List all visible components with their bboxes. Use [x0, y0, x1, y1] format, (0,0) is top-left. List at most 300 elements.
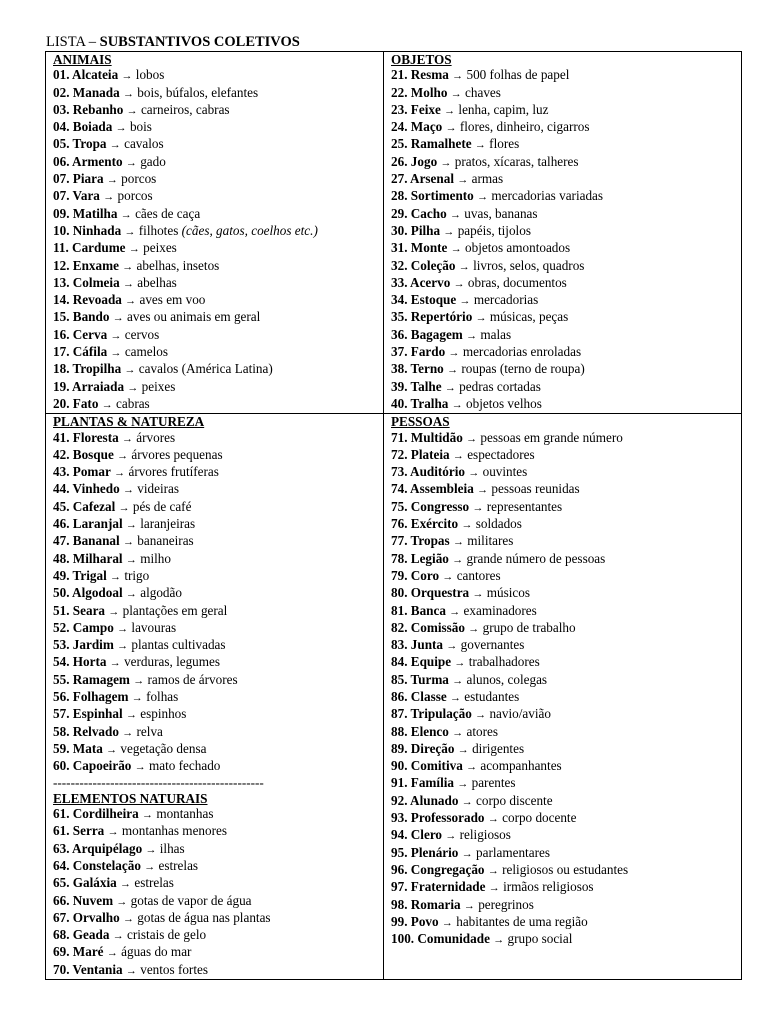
item-term: 26. Jogo	[391, 153, 438, 169]
item-term: 17. Cáfila	[53, 344, 108, 360]
list-item	[391, 741, 735, 758]
arrow-right-icon: →	[125, 295, 137, 308]
item-term: 84. Equipe	[391, 654, 452, 670]
arrow-right-icon: →	[477, 191, 489, 204]
item-term: 75. Congresso	[391, 498, 470, 514]
item-term: 06. Armento	[53, 153, 123, 169]
list-item	[53, 706, 377, 723]
item-term: 32. Coleção	[391, 257, 456, 273]
item-term: 36. Bagagem	[391, 326, 463, 342]
arrow-right-icon: →	[461, 795, 473, 808]
item-term: 05. Tropa	[53, 136, 107, 152]
section-divider: ------------------------------------------------	[53, 775, 264, 791]
arrow-right-icon: →	[466, 329, 478, 342]
arrow-right-icon: →	[125, 709, 137, 722]
arrow-right-icon: →	[452, 726, 464, 739]
section-heading-animais: ANIMAIS	[53, 52, 112, 67]
arrow-right-icon: →	[115, 122, 127, 135]
list-item	[391, 171, 735, 188]
list-item	[391, 136, 735, 153]
title-main: SUBSTANTIVOS COLETIVOS	[99, 34, 300, 50]
arrow-right-icon: →	[466, 432, 478, 445]
item-definition: verduras, legumes	[124, 654, 221, 670]
list-elementos	[53, 806, 377, 979]
arrow-right-icon: →	[112, 312, 124, 325]
item-term: 90. Comitiva	[391, 758, 463, 774]
list-item	[391, 585, 735, 602]
list-item	[53, 154, 377, 171]
list-item	[53, 568, 377, 585]
list-item	[53, 910, 377, 927]
item-definition: ramos de árvores	[147, 671, 238, 687]
list-item	[391, 275, 735, 292]
item-definition: espectadores	[467, 446, 535, 462]
arrow-right-icon: →	[457, 743, 469, 756]
item-definition: bois	[129, 119, 152, 135]
item-term: 88. Elenco	[391, 723, 449, 739]
item-term: 93. Professorado	[391, 810, 485, 826]
item-term: 98. Romaria	[391, 896, 461, 912]
arrow-right-icon: →	[475, 312, 487, 325]
item-term: 49. Trigal	[53, 567, 107, 583]
item-term: 20. Fato	[53, 395, 99, 411]
item-definition: governantes	[460, 637, 525, 653]
cell-objetos	[384, 52, 742, 414]
item-term: 33. Acervo	[391, 274, 451, 290]
item-definition: corpo discente	[476, 792, 553, 808]
arrow-right-icon: →	[125, 964, 137, 977]
item-term: 64. Constelação	[53, 857, 141, 873]
item-term: 100. Comunidade	[391, 931, 490, 947]
item-term: 35. Repertório	[391, 309, 473, 325]
item-definition: pessoas em grande número	[480, 429, 623, 445]
arrow-right-icon: →	[449, 691, 461, 704]
list-item	[391, 827, 735, 844]
item-definition: músicas, peças	[489, 309, 569, 325]
arrow-right-icon: →	[106, 743, 118, 756]
item-term: 46. Laranjal	[53, 516, 123, 532]
item-term: 96. Congregação	[391, 861, 485, 877]
arrow-right-icon: →	[121, 432, 133, 445]
list-item	[53, 944, 377, 961]
arrow-right-icon: →	[440, 156, 452, 169]
table-row	[46, 52, 742, 414]
item-definition: plantações em geral	[122, 602, 228, 618]
item-definition: camelos	[124, 344, 169, 360]
item-term: 47. Bananal	[53, 533, 120, 549]
item-definition: gotas de vapor de água	[130, 892, 252, 908]
arrow-right-icon: →	[122, 912, 134, 925]
arrow-right-icon: →	[121, 70, 133, 83]
item-term: 79. Coro	[391, 567, 440, 583]
section-heading-plantas: PLANTAS & NATUREZA	[53, 414, 205, 430]
item-definition: plantas cultivadas	[131, 637, 226, 653]
item-term: 31. Monte	[391, 240, 448, 256]
item-term: 12. Enxame	[53, 257, 119, 273]
list-item	[391, 654, 735, 671]
list-item	[391, 223, 735, 240]
item-term: 13. Colmeia	[53, 274, 120, 290]
arrow-right-icon: →	[120, 878, 132, 891]
item-term: 71. Multidão	[391, 429, 463, 445]
item-term: 48. Milharal	[53, 550, 123, 566]
arrow-right-icon: →	[103, 191, 115, 204]
item-term: 86. Classe	[391, 688, 447, 704]
arrow-right-icon: →	[110, 329, 122, 342]
list-item	[391, 102, 735, 119]
list-item	[391, 845, 735, 862]
item-definition: cabras	[116, 395, 150, 411]
item-definition: gotas de água nas plantas	[137, 909, 271, 925]
list-item	[53, 672, 377, 689]
item-term: 40. Tralha	[391, 395, 449, 411]
list-item	[391, 551, 735, 568]
item-definition: pessoas reunidas	[491, 481, 580, 497]
item-definition: malas	[480, 326, 512, 342]
item-definition: porcos	[117, 188, 153, 204]
list-item	[53, 361, 377, 378]
arrow-right-icon: →	[447, 364, 459, 377]
list-item	[53, 136, 377, 153]
arrow-right-icon: →	[468, 467, 480, 480]
item-definition: pratos, xícaras, talheres	[454, 153, 579, 169]
item-term: 99. Povo	[391, 913, 439, 929]
arrow-right-icon: →	[117, 640, 129, 653]
arrow-right-icon: →	[134, 761, 146, 774]
item-term: 72. Plateia	[391, 446, 450, 462]
list-item	[53, 171, 377, 188]
list-item	[391, 931, 735, 948]
arrow-right-icon: →	[449, 605, 461, 618]
arrow-right-icon: →	[453, 277, 465, 290]
item-term: 38. Terno	[391, 361, 444, 377]
arrow-right-icon: →	[451, 398, 463, 411]
arrow-right-icon: →	[452, 536, 464, 549]
list-item	[391, 533, 735, 550]
arrow-right-icon: →	[457, 174, 469, 187]
item-term: 44. Vinhedo	[53, 481, 120, 497]
arrow-right-icon: →	[122, 726, 134, 739]
list-item	[53, 927, 377, 944]
item-term: 55. Ramagem	[53, 671, 130, 687]
arrow-right-icon: →	[142, 809, 154, 822]
item-term: 39. Talhe	[391, 378, 442, 394]
list-item	[391, 897, 735, 914]
item-definition: trigo	[124, 567, 150, 583]
item-term: 97. Fraternidade	[391, 879, 486, 895]
list-item	[391, 672, 735, 689]
arrow-right-icon: →	[461, 519, 473, 532]
item-definition: cavalos (América Latina)	[138, 361, 273, 377]
item-definition: porcos	[121, 171, 157, 187]
list-objetos	[391, 67, 735, 413]
list-item	[53, 806, 377, 823]
item-term: 73. Auditório	[391, 464, 466, 480]
item-definition: flores, dinheiro, cigarros	[459, 119, 590, 135]
item-definition: ventos fortes	[140, 961, 208, 977]
item-definition: montanhas menores	[121, 823, 227, 839]
arrow-right-icon: →	[444, 381, 456, 394]
item-definition: cervos	[124, 326, 160, 342]
list-item	[53, 858, 377, 875]
item-term: 83. Junta	[391, 637, 444, 653]
item-definition: lobos	[135, 67, 165, 83]
list-item	[391, 758, 735, 775]
item-term: 63. Arquipélago	[53, 840, 143, 856]
list-plantas	[53, 430, 377, 776]
arrow-right-icon: →	[124, 364, 136, 377]
arrow-right-icon: →	[446, 640, 458, 653]
list-item	[391, 499, 735, 516]
arrow-right-icon: →	[448, 347, 460, 360]
item-definition: águas do mar	[121, 944, 192, 960]
item-definition: livros, selos, quadros	[473, 257, 585, 273]
list-item	[53, 875, 377, 892]
item-definition: objetos velhos	[466, 395, 542, 411]
arrow-right-icon: →	[125, 553, 137, 566]
arrow-right-icon: →	[106, 174, 118, 187]
arrow-right-icon: →	[128, 243, 140, 256]
item-term: 02. Manada	[53, 84, 120, 100]
item-definition: militares	[467, 533, 514, 549]
list-item	[391, 258, 735, 275]
item-definition: montanhas	[156, 806, 214, 822]
item-term: 58. Relvado	[53, 723, 119, 739]
list-item	[53, 327, 377, 344]
arrow-right-icon: →	[488, 882, 500, 895]
list-item	[391, 793, 735, 810]
list-item	[53, 962, 377, 979]
list-item	[391, 361, 735, 378]
item-definition: alunos, colegas	[466, 671, 548, 687]
item-term: 42. Bosque	[53, 446, 114, 462]
item-definition: ouvintes	[482, 464, 528, 480]
item-definition: parlamentares	[476, 844, 550, 860]
arrow-right-icon: →	[123, 536, 134, 549]
item-term: 03. Rebanho	[53, 101, 124, 117]
list-item	[391, 344, 735, 361]
arrow-right-icon: →	[472, 501, 484, 514]
item-term: 01. Alcateia	[53, 67, 119, 83]
arrow-right-icon: →	[107, 826, 119, 839]
arrow-right-icon: →	[112, 930, 124, 943]
item-definition: grande número de pessoas	[466, 550, 606, 566]
list-item	[53, 585, 377, 602]
arrow-right-icon: →	[452, 70, 464, 83]
item-definition: árvores frutíferas	[128, 464, 219, 480]
list-item	[53, 841, 377, 858]
arrow-right-icon: →	[126, 104, 138, 117]
item-term: 95. Plenário	[391, 844, 459, 860]
list-item	[391, 706, 735, 723]
item-term: 43. Pomar	[53, 464, 111, 480]
item-definition: estrelas	[134, 875, 174, 891]
item-definition: atores	[466, 723, 498, 739]
list-item	[391, 689, 735, 706]
item-definition: aves em voo	[139, 292, 206, 308]
item-term: 81. Banca	[391, 602, 446, 618]
list-item	[391, 724, 735, 741]
item-definition: bananeiras	[137, 533, 194, 549]
item-term: 23. Feixe	[391, 101, 441, 117]
item-definition: religiosos ou estudantes	[502, 861, 629, 877]
item-definition: grupo social	[507, 931, 573, 947]
arrow-right-icon: →	[123, 484, 134, 497]
list-item	[53, 893, 377, 910]
item-term: 53. Jardim	[53, 637, 114, 653]
item-definition: soldados	[475, 516, 522, 532]
arrow-right-icon: →	[133, 674, 145, 687]
item-definition: uvas, bananas	[464, 205, 538, 221]
item-definition: objetos amontoados	[465, 240, 571, 256]
list-item	[53, 379, 377, 396]
list-animais	[53, 67, 377, 413]
item-term: 61. Serra	[53, 823, 105, 839]
item-term: 07. Vara	[53, 188, 100, 204]
table-row	[46, 414, 742, 980]
list-item	[391, 464, 735, 481]
item-term: 60. Capoeirão	[53, 758, 132, 774]
arrow-right-icon: →	[445, 122, 457, 135]
item-term: 80. Orquestra	[391, 585, 470, 601]
item-term: 57. Espinhal	[53, 706, 123, 722]
item-definition: mato fechado	[148, 758, 221, 774]
cell-plantas-elementos	[46, 414, 384, 980]
list-item	[53, 258, 377, 275]
list-item	[391, 119, 735, 136]
list-item	[53, 516, 377, 533]
item-definition: pés de café	[132, 498, 192, 514]
item-definition: vegetação densa	[120, 740, 207, 756]
item-term: 74. Assembleia	[391, 481, 474, 497]
arrow-right-icon: →	[445, 830, 457, 843]
list-pessoas	[391, 430, 735, 949]
list-item	[391, 568, 735, 585]
list-item	[53, 102, 377, 119]
list-item	[391, 914, 735, 931]
list-item	[53, 823, 377, 840]
list-item	[53, 637, 377, 654]
arrow-right-icon: →	[472, 588, 484, 601]
arrow-right-icon: →	[452, 674, 464, 687]
item-definition: roupas (terno de roupa)	[461, 361, 585, 377]
cell-pessoas	[384, 414, 742, 980]
item-definition: árvores pequenas	[131, 446, 223, 462]
arrow-right-icon: →	[450, 243, 462, 256]
item-term: 34. Estoque	[391, 292, 457, 308]
item-term: 69. Maré	[53, 944, 104, 960]
arrow-right-icon: →	[117, 622, 129, 635]
list-item	[391, 862, 735, 879]
item-term: 92. Alunado	[391, 792, 459, 808]
item-term: 11. Cardume	[53, 240, 126, 256]
list-item	[391, 620, 735, 637]
arrow-right-icon: →	[122, 260, 134, 273]
arrow-right-icon: →	[127, 381, 139, 394]
list-item	[53, 206, 377, 223]
item-definition: lavouras	[131, 619, 177, 635]
title-prefix: LISTA –	[46, 34, 100, 50]
arrow-right-icon: →	[116, 895, 128, 908]
arrow-right-icon: →	[459, 295, 471, 308]
list-item	[53, 620, 377, 637]
list-item	[53, 275, 377, 292]
list-item	[53, 603, 377, 620]
arrow-right-icon: →	[110, 570, 122, 583]
arrow-right-icon: →	[101, 398, 113, 411]
arrow-right-icon: →	[117, 449, 129, 462]
item-term: 77. Tropas	[391, 533, 450, 549]
arrow-right-icon: →	[441, 916, 453, 929]
item-definition: cristais de gelo	[127, 927, 207, 943]
item-definition: armas	[471, 171, 504, 187]
arrow-right-icon: →	[131, 691, 143, 704]
list-item	[391, 447, 735, 464]
arrow-right-icon: →	[449, 208, 461, 221]
arrow-right-icon: →	[122, 87, 134, 100]
cell-animais	[46, 52, 384, 414]
item-term: 91. Família	[391, 775, 455, 791]
item-term: 16. Cerva	[53, 326, 108, 342]
list-item	[391, 810, 735, 827]
item-definition: mercadorias enroladas	[462, 344, 582, 360]
item-term: 67. Orvalho	[53, 909, 120, 925]
list-item	[391, 430, 735, 447]
item-definition: dirigentes	[472, 740, 525, 756]
item-definition: milho	[140, 550, 171, 566]
list-item	[391, 188, 735, 205]
list-item	[53, 240, 377, 257]
item-definition: peixes	[141, 378, 176, 394]
item-term: 30. Pilha	[391, 222, 441, 238]
item-definition: irmãos religiosos	[503, 879, 594, 895]
list-item	[53, 292, 377, 309]
list-item	[391, 516, 735, 533]
list-item	[53, 67, 377, 84]
item-definition: videiras	[137, 481, 180, 497]
item-term: 14. Revoada	[53, 292, 122, 308]
arrow-right-icon: →	[452, 553, 464, 566]
item-definition: lenha, capim, luz	[458, 101, 549, 117]
item-term: 85. Turma	[391, 671, 449, 687]
section-heading-objetos: OBJETOS	[391, 52, 452, 67]
list-item	[391, 879, 735, 896]
list-item	[391, 481, 735, 498]
item-definition: flores	[489, 136, 520, 152]
arrow-right-icon: →	[124, 225, 136, 238]
arrow-right-icon: →	[109, 657, 121, 670]
list-item	[53, 689, 377, 706]
list-item	[391, 637, 735, 654]
item-term: 51. Seara	[53, 602, 106, 618]
arrow-right-icon: →	[109, 139, 121, 152]
item-term: 09. Matilha	[53, 205, 118, 221]
arrow-right-icon: →	[443, 225, 455, 238]
item-term: 70. Ventania	[53, 961, 123, 977]
list-item	[53, 758, 377, 775]
item-term: 68. Geada	[53, 927, 110, 943]
item-definition: examinadores	[463, 602, 537, 618]
item-term: 04. Boiada	[53, 119, 113, 135]
list-item	[53, 551, 377, 568]
arrow-right-icon: →	[114, 467, 126, 480]
list-item	[391, 327, 735, 344]
item-term: 21. Resma	[391, 67, 449, 83]
item-term: 94. Clero	[391, 827, 443, 843]
arrow-right-icon: →	[458, 260, 470, 273]
arrow-right-icon: →	[144, 860, 156, 873]
item-definition: mercadorias variadas	[491, 188, 604, 204]
